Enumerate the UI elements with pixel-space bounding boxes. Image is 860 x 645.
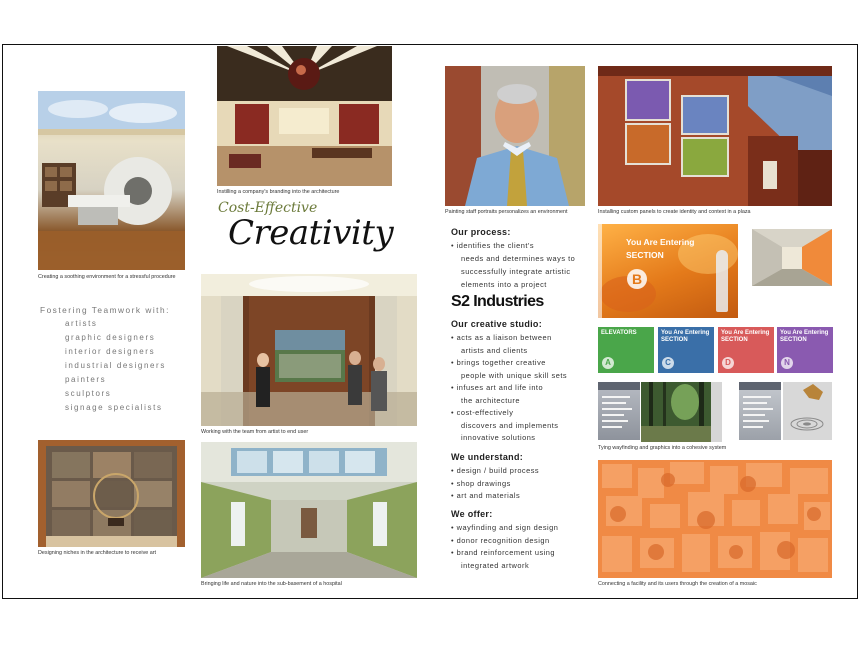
s2-industries-logo: S2 Industries [451,293,544,310]
mri-room-photo [38,91,185,270]
teamwork-heading: Fostering Teamwork with: [40,305,170,315]
sign-c-line2: SECTION [661,337,688,343]
studio-line: innovative solutions [461,433,536,442]
team-artwork-photo [201,274,417,426]
staff-portrait-photo [445,66,585,206]
section-b-line1: You Are Entering [626,237,695,247]
offer-heading: We offer: [451,509,493,519]
caption-niche: Designing niches in the architecture to receive art [38,550,157,556]
sign-n-letter: N [781,357,793,369]
offer-line: • wayfinding and sign design [451,523,559,532]
sign-c-letter: C [662,357,674,369]
sign-section-n [777,327,833,373]
teamwork-item: sculptors [65,389,112,398]
understand-heading: We understand: [451,452,524,462]
leaf-graphic-panel [783,382,832,440]
caption-lobby: Instilling a company's branding into the architecture [217,189,340,195]
offer-line: • brand reinforcement using [451,548,556,557]
caption-hospital: Bringing life and nature into the sub-basement of a hospital [201,581,342,587]
process-line: needs and determines ways to [461,254,576,263]
sign-d-line2: SECTION [721,337,748,343]
sign-elevators-a [598,327,654,373]
offer-line: integrated artwork [461,561,530,570]
studio-line: people with unique skill sets [461,371,568,380]
process-line: elements into a project [461,280,547,289]
teamwork-item: signage specialists [65,403,163,412]
understand-line: • art and materials [451,491,521,500]
studio-heading: Our creative studio: [451,319,543,329]
process-line: • identifies the client's [451,241,535,250]
teamwork-item: industrial designers [65,361,166,370]
hallway-photo [752,229,832,286]
studio-line: artists and clients [461,346,528,355]
caption-mosaic: Connecting a facility and its users through the creation of a mosaic [598,581,757,587]
lobby-photo [217,46,392,186]
caption-mri: Creating a soothing environment for a stressful procedure [38,274,176,280]
section-b-letter: B [627,269,647,289]
directory-panel-2 [739,382,781,440]
community-mosaic [598,460,832,578]
studio-line: • cost-effectively [451,408,514,417]
sign-d-line1: You Are Entering [721,330,770,336]
sign-section-c [658,327,714,373]
caption-panels: Installing custom panels to create identity and context in a plaza [598,209,751,215]
forest-graphic-panel [641,382,722,442]
sign-a-letter: A [602,357,614,369]
headline-prefix: Cost-Effective [218,200,318,216]
plaza-panels-photo [598,66,832,206]
offer-line: • donor recognition design [451,536,550,545]
caption-portrait: Painting staff portraits personalizes an environment [445,209,568,215]
sign-n-line1: You Are Entering [780,330,829,336]
directory-panel-1 [598,382,640,440]
sign-n-line2: SECTION [780,337,807,343]
studio-line: • acts as a liaison between [451,333,552,342]
studio-line: • infuses art and life into [451,383,544,392]
sign-a-line1: ELEVATORS [601,330,637,336]
process-line: successfully integrate artistic [461,267,571,276]
sign-c-line1: You Are Entering [661,330,710,336]
caption-wayfinding: Tying wayfinding and graphics into a cohesive system [598,445,727,451]
niche-sculpture-photo [38,440,185,547]
studio-line: • brings together creative [451,358,546,367]
teamwork-item: interior designers [65,347,156,356]
sign-d-letter: D [722,357,734,369]
sign-section-d [718,327,774,373]
teamwork-item: artists [65,319,98,328]
studio-line: discovers and implements [461,421,559,430]
understand-line: • design / build process [451,466,540,475]
process-heading: Our process: [451,227,511,237]
studio-line: the architecture [461,396,520,405]
caption-team: Working with the team from artist to end user [201,429,309,435]
teamwork-item: painters [65,375,107,384]
hospital-corridor-photo [201,442,417,578]
section-b-sign [598,224,738,318]
understand-line: • shop drawings [451,479,511,488]
headline-main: Creativity [228,213,394,253]
teamwork-item: graphic designers [65,333,156,342]
person-silhouette [716,250,728,312]
section-b-line2: SECTION [626,250,664,260]
